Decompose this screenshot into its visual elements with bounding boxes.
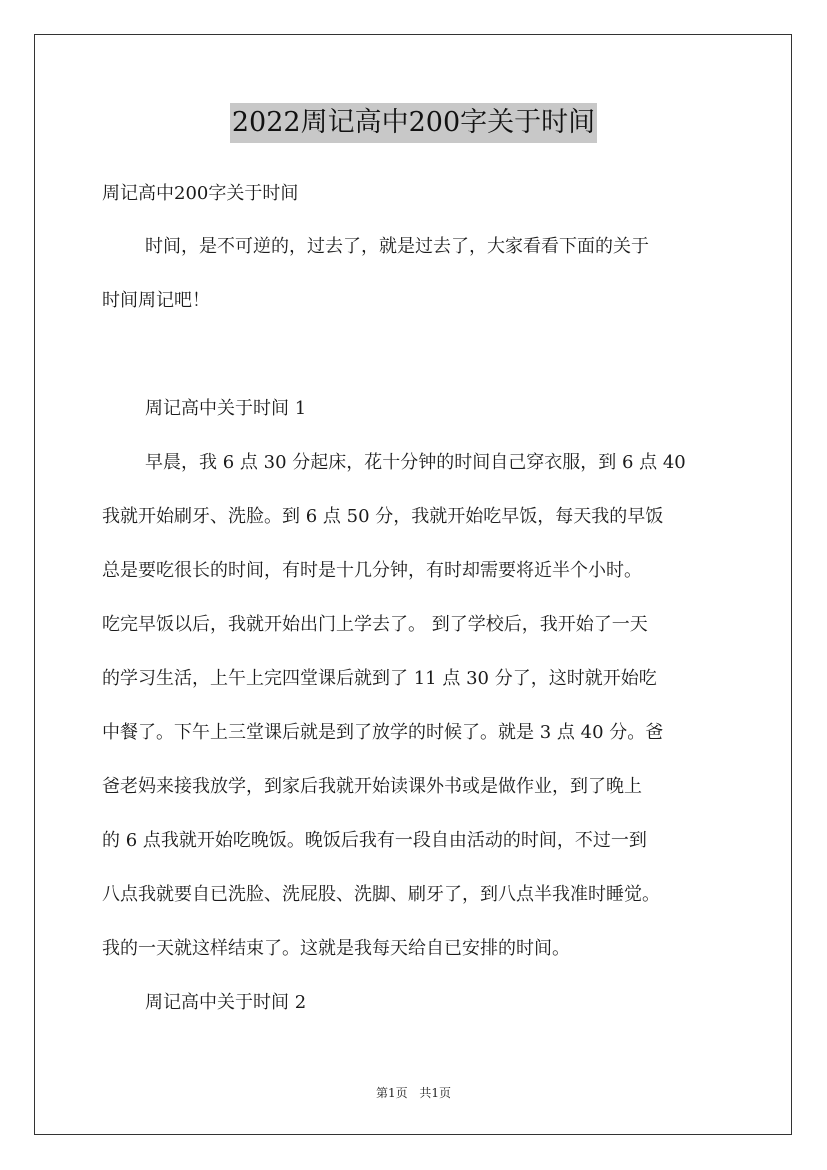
body-line: 中餐了。下午上三堂课后就是到了放学的时候了。就是 3 点 40 分。爸 bbox=[102, 722, 664, 743]
body-line: 吃完早饭以后，我就开始出门上学去了。 到了学校后，我开始了一天 bbox=[102, 614, 648, 635]
title-container bbox=[0, 103, 827, 143]
subtitle: 周记高中200字关于时间 bbox=[102, 183, 299, 204]
intro-line: 时间周记吧！ bbox=[102, 290, 210, 311]
page-footer bbox=[0, 1084, 827, 1101]
intro-line: 时间，是不可逆的，过去了，就是过去了，大家看看下面的关于 bbox=[145, 236, 649, 257]
body-line: 总是要吃很长的时间，有时是十几分钟，有时却需要将近半个小时。 bbox=[102, 560, 642, 581]
body-line: 的 6 点我就开始吃晚饭。晚饭后我有一段自由活动的时间，不过一到 bbox=[102, 830, 647, 851]
body-line: 我的一天就这样结束了。这就是我每天给自已安排的时间。 bbox=[102, 938, 570, 959]
section-heading: 周记高中关于时间 2 bbox=[145, 992, 307, 1013]
body-line: 我就开始刷牙、洗脸。到 6 点 50 分，我就开始吃早饭，每天我的早饭 bbox=[102, 506, 664, 527]
body-line: 早晨，我 6 点 30 分起床，花十分钟的时间自己穿衣服，到 6 点 40 bbox=[145, 452, 686, 473]
body-line: 的学习生活，上午上完四堂课后就到了 11 点 30 分了，这时就开始吃 bbox=[102, 668, 657, 689]
section-heading: 周记高中关于时间 1 bbox=[145, 398, 307, 419]
page-number: 第1页 bbox=[375, 1086, 408, 1100]
document-title: 2022周记高中200字关于时间 bbox=[230, 103, 597, 143]
page-total: 共1页 bbox=[419, 1086, 452, 1100]
body-line: 八点我就要自已洗脸、洗屁股、洗脚、刷牙了，到八点半我准时睡觉。 bbox=[102, 884, 660, 905]
body-line: 爸老妈来接我放学，到家后我就开始读课外书或是做作业，到了晚上 bbox=[102, 776, 642, 797]
